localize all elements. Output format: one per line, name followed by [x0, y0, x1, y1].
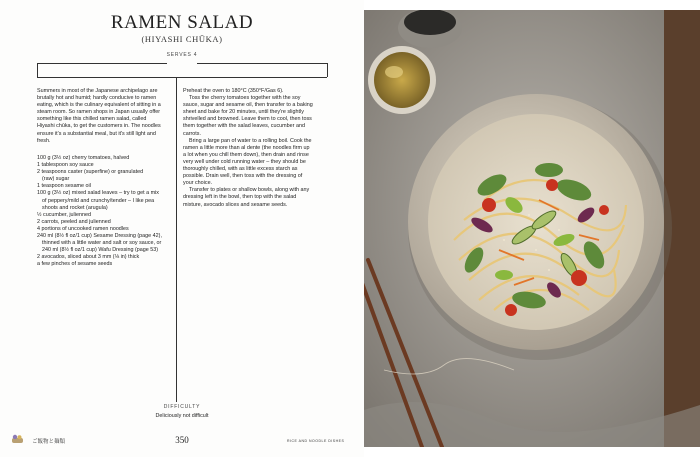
ingredient-item: [37, 226, 167, 233]
ingredient-line: 2 avocados, sliced about 3 mm (⅛ in) thick: [37, 254, 140, 261]
footer-japanese-title: ご飯物と麺類: [32, 439, 66, 445]
dressing-jar: [368, 46, 436, 114]
ingredient-line: 1 tablespoon soy sauce: [37, 162, 94, 169]
recipe-subtitle: (HIYASHI CHŪKA): [141, 34, 223, 44]
ingredient-line: 240 ml (8½ fl oz/1 cup) Sesame Dressing (page 42),: [37, 233, 162, 240]
top-rule-extend: [37, 77, 327, 78]
section-label: RICE AND NOODLE DISHES: [287, 439, 345, 443]
ingredient-line: 4 portions of uncooked ramen noodles: [37, 225, 129, 232]
left-frame: [37, 63, 38, 77]
difficulty-label: DIFFICULTY: [163, 404, 201, 410]
ingredient-line: 100 g (3½ oz) cherry tomatoes, halved: [37, 155, 130, 161]
serves-label: SERVES 4: [166, 52, 198, 58]
ingredient-line: ½ cucumber, julienned: [37, 211, 91, 218]
ingredient-item: [37, 169, 167, 183]
ramen-salad-photo: [364, 10, 700, 447]
right-frame: [327, 63, 328, 77]
ingredient-item: [37, 155, 167, 162]
ingredient-line: a few pinches of sesame seeds: [37, 261, 113, 268]
top-rule-right: [197, 63, 327, 64]
ingredient-item: [37, 162, 167, 169]
ingredient-line: 2 teaspoons caster (superfine) or granulated: [37, 169, 144, 176]
ingredient-item: [37, 219, 167, 226]
top-rule: [37, 63, 167, 64]
method-step: Preheat the oven to 180°C (350°F/Gas 6).: [183, 88, 284, 94]
recipe-title: RAMEN SALAD: [110, 12, 254, 33]
method-step: Bring a large pan of water to a rolling boil. Cook the ramen a little more than al dente (the noodles firm up a lot when you chill them down), then drain and rinse very well under cold running water – they should be thoroughly chilled, with as little excess starch as possible. Drain well, then toss with the dressing of your choice.: [183, 137, 312, 187]
ingredient-item: [37, 254, 167, 261]
intro-paragraph: Summers in most of the Japanese archipelago are brutally hot and humid; hardly conducive to ramen eating, which is the culinary equivalent of sitting in a steam room. So ramen shops in Japan usually offer something like this chilled ramen salad, called Hiyashi chūka, to get the customers in. The noodles ensure it's a substantial meal, but it's still light and fresh.: [37, 88, 161, 144]
method-steps: [183, 88, 313, 209]
ingredient-continuation: (raw) sugar: [42, 176, 70, 183]
ingredient-list: [37, 155, 167, 269]
ingredient-item: [37, 261, 167, 268]
page-number: 350: [175, 435, 189, 445]
ingredient-continuation: thinned with a little water and salt or soy sauce, or 240 ml (8½ fl oz/1 cup) Wafu Dressing (page 53): [42, 240, 162, 254]
ingredient-continuation: of peppery/mild and crunchy/tender – I like pea shoots and rocket (arugula): [42, 197, 155, 211]
ingredient-item: [37, 190, 167, 211]
ingredient-line: 1 teaspoon sesame oil: [37, 183, 91, 190]
column-divider: [176, 77, 177, 402]
ramen-bowl: [408, 94, 672, 360]
ingredient-item: [37, 212, 167, 219]
method-step: Transfer to plates or shallow bowls, along with any dressing left in the bowl, then top with the salad mixture, avocado slices and sesame seeds.: [183, 187, 310, 208]
ingredient-item: [37, 233, 167, 254]
method-step: Toss the cherry tomatoes together with the soy sauce, sugar and sesame oil, then transfer to a baking sheet and bake for 20 minutes, until they're slightly shrivelled and browned. Leave them to cool, then toss them together with the salad leaves, cucumber and carrots.: [183, 95, 313, 137]
ingredient-line: 100 g (3½ oz) mixed salad leaves – try to get a mix: [37, 190, 159, 197]
difficulty-value: Deliciously not difficult: [155, 413, 209, 419]
ingredient-line: 2 carrots, peeled and julienned: [37, 218, 111, 225]
